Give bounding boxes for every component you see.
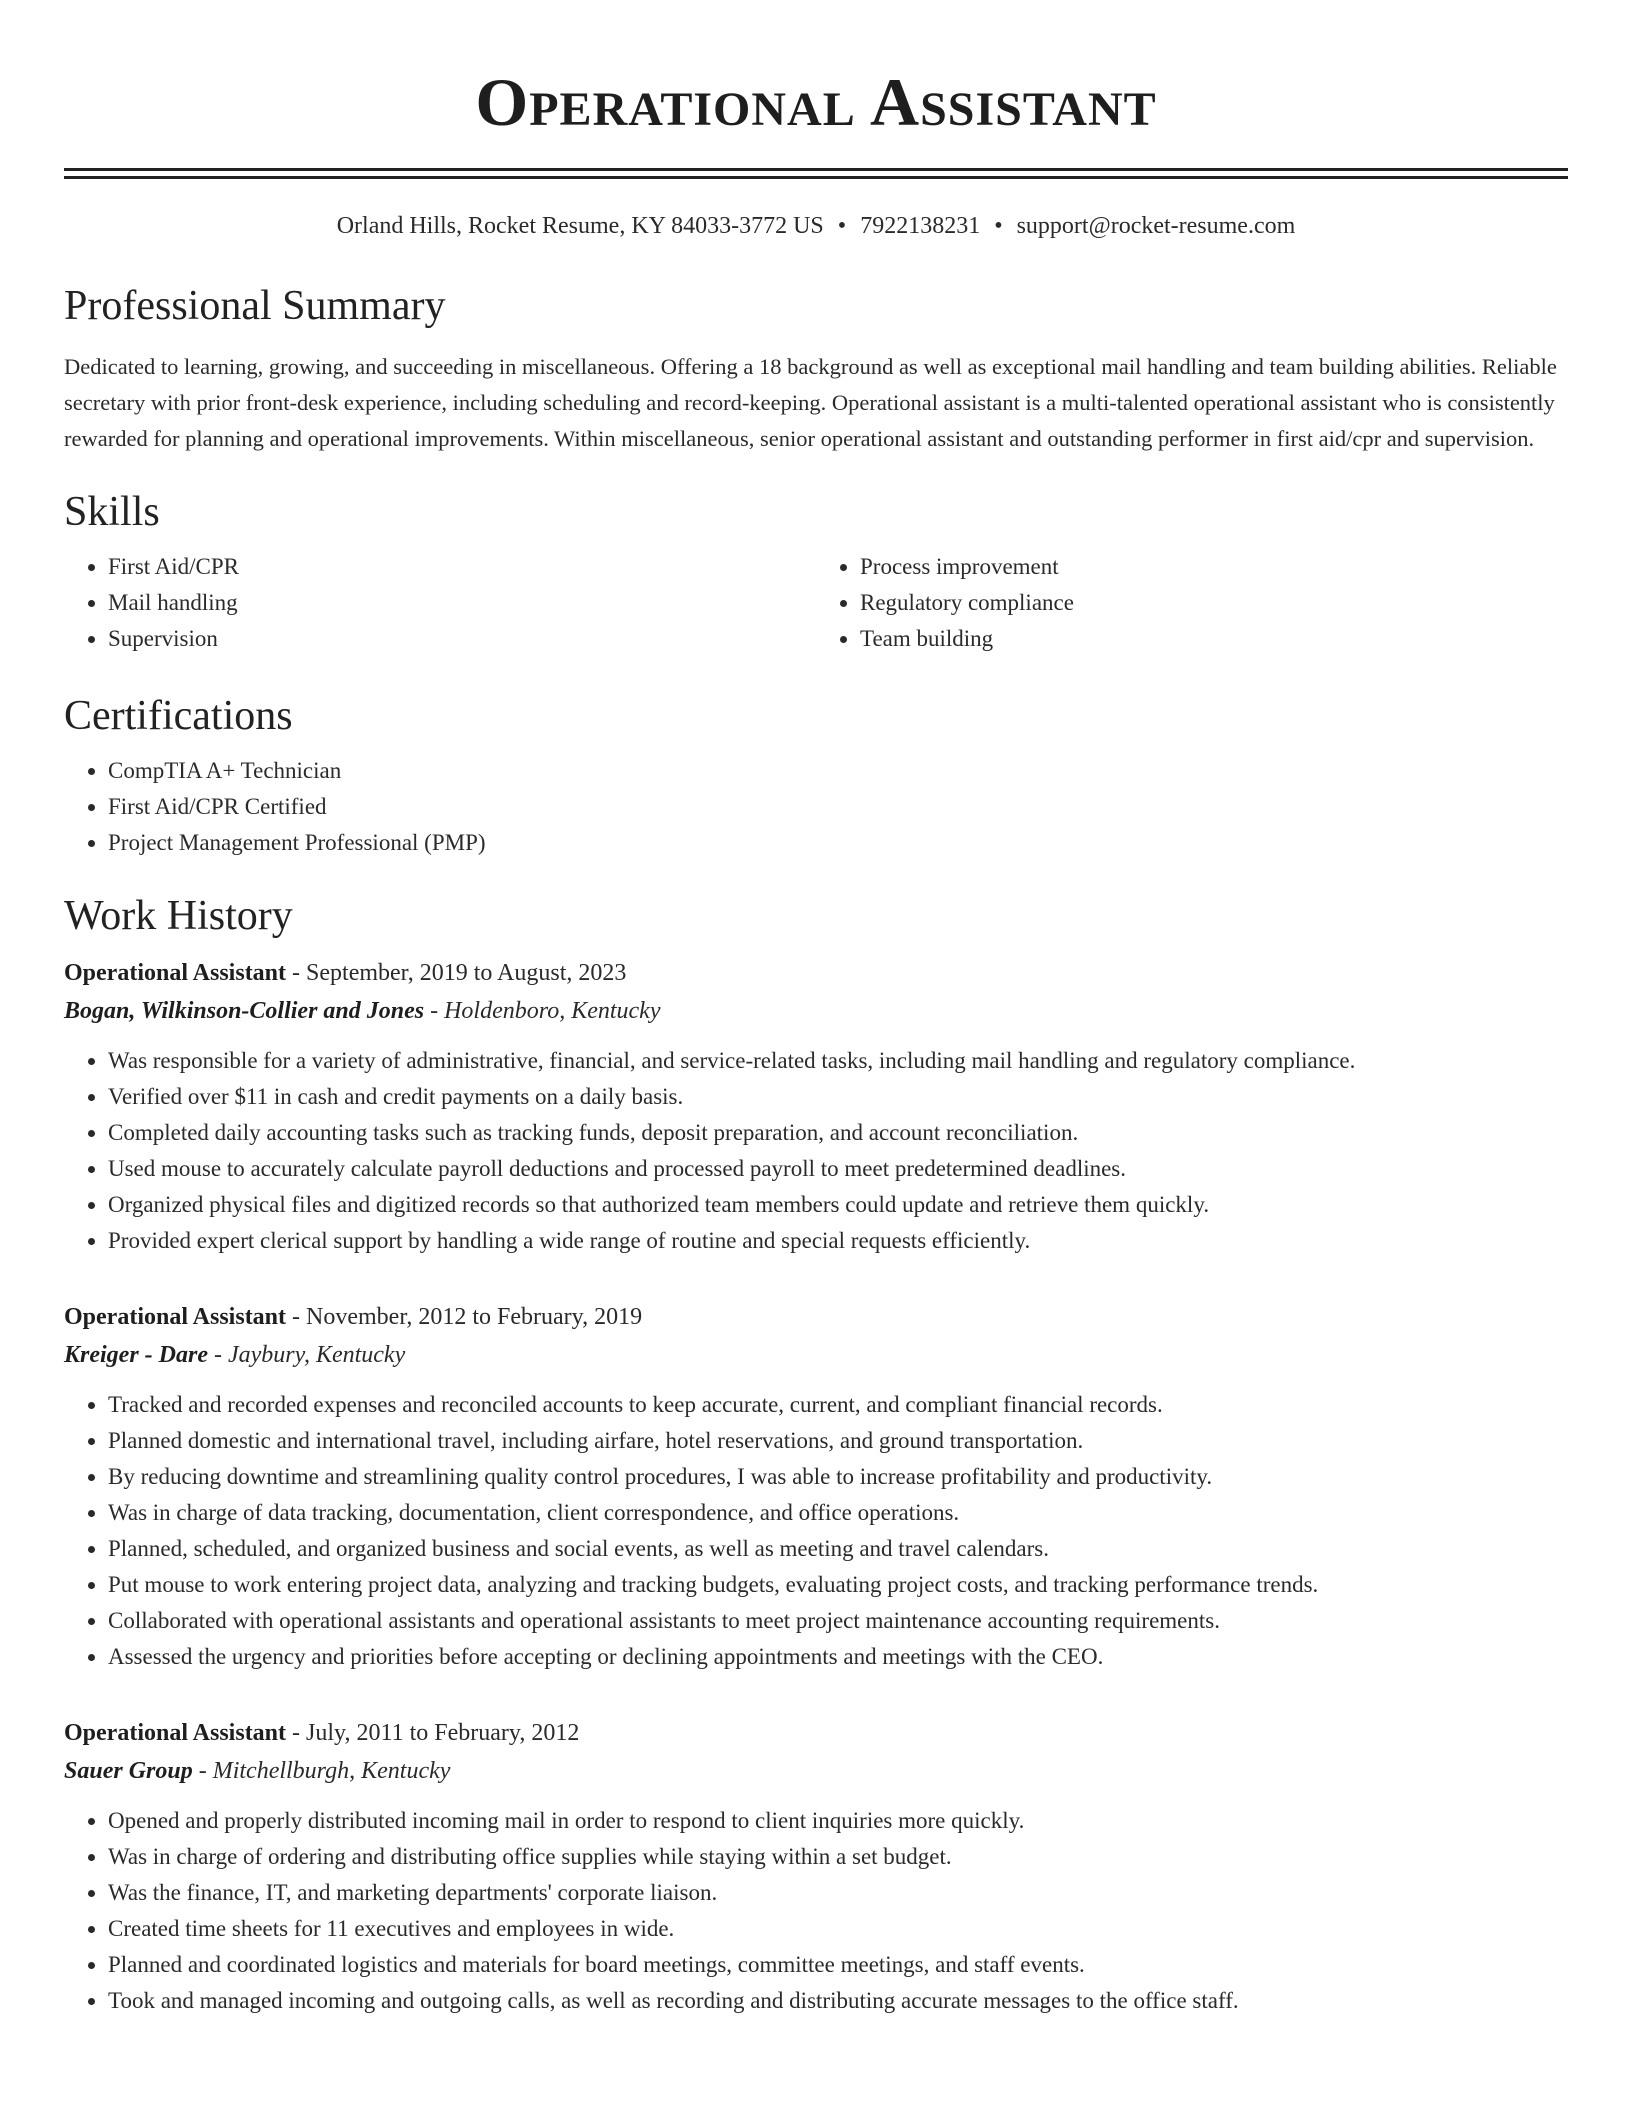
- job-bullet: • Planned, scheduled, and organized business and social events, as well as meeting and travel calendars.: [108, 1531, 1568, 1567]
- job-bullet: • Verified over $11 in cash and credit payments on a daily basis.: [108, 1079, 1568, 1115]
- job-location: - Jaybury, Kentucky: [207, 1342, 406, 1368]
- skill-item: • Team building: [860, 621, 1568, 657]
- job-company: Bogan, Wilkinson-Collier and Jones: [64, 998, 425, 1024]
- certification-item: • CompTIA A+ Technician: [108, 753, 1568, 789]
- job-bullet: • Took and managed incoming and outgoing calls, as well as recording and distributing accurate messages to the office staff.: [108, 1983, 1568, 2019]
- job-company-line: [64, 1751, 1568, 1791]
- skill-item: • Regulatory compliance: [860, 585, 1568, 621]
- certifications-list: [64, 753, 1568, 861]
- job-company-line: [64, 991, 1568, 1031]
- job-title-line: [64, 955, 1568, 991]
- job-dates: - September, 2019 to August, 2023: [286, 960, 627, 986]
- job-title: Operational Assistant: [64, 1304, 287, 1330]
- certification-item: • Project Management Professional (PMP): [108, 825, 1568, 861]
- job-bullets: [64, 1387, 1568, 1675]
- job-title: Operational Assistant: [64, 960, 287, 986]
- job-company: Sauer Group: [64, 1758, 193, 1784]
- job-entry: [64, 955, 1568, 1259]
- job-bullet: • Was in charge of ordering and distributing office supplies while staying within a set budget.: [108, 1839, 1568, 1875]
- job-company: Kreiger - Dare: [64, 1342, 208, 1368]
- skill-item: • First Aid/CPR: [108, 549, 816, 585]
- job-bullet: • Planned domestic and international travel, including airfare, hotel reservations, and ground transportation.: [108, 1423, 1568, 1459]
- job-bullets: [64, 1803, 1568, 2019]
- job-bullet: • By reducing downtime and streamlining quality control procedures, I was able to increase profitability and productivity.: [108, 1459, 1568, 1495]
- job-bullet: • Provided expert clerical support by handling a wide range of routine and special requests efficiently.: [108, 1223, 1568, 1259]
- job-bullet: • Put mouse to work entering project data, analyzing and tracking budgets, evaluating project costs, and tracking performance trends.: [108, 1567, 1568, 1603]
- summary-heading: Professional Summary: [64, 283, 446, 329]
- job-bullet: • Opened and properly distributed incoming mail in order to respond to client inquiries more quickly.: [108, 1803, 1568, 1839]
- contact-phone: 7922138231: [860, 213, 981, 239]
- job-bullet: • Tracked and recorded expenses and reconciled accounts to keep accurate, current, and compliant financial records.: [108, 1387, 1568, 1423]
- job-bullet: • Organized physical files and digitized records so that authorized team members could update and retrieve them quickly.: [108, 1187, 1568, 1223]
- contact-separator: •: [994, 213, 1003, 239]
- skill-item: • Process improvement: [860, 549, 1568, 585]
- job-bullet: • Was in charge of data tracking, documentation, client correspondence, and office operations.: [108, 1495, 1568, 1531]
- job-bullet: • Used mouse to accurately calculate payroll deductions and processed payroll to meet predetermined deadlines.: [108, 1151, 1568, 1187]
- contact-separator: •: [837, 213, 847, 239]
- contact-address: Orland Hills, Rocket Resume, KY 84033-3772 US: [336, 213, 824, 239]
- skill-item: • Mail handling: [108, 585, 816, 621]
- title-double-rule: [64, 168, 1568, 179]
- job-title: Operational Assistant: [64, 1720, 287, 1746]
- job-company-line: [64, 1335, 1568, 1375]
- job-location: - Mitchellburgh, Kentucky: [192, 1758, 451, 1784]
- skills-list: [64, 549, 1568, 657]
- job-bullet: • Was the finance, IT, and marketing departments' corporate liaison.: [108, 1875, 1568, 1911]
- job-entry: [64, 1299, 1568, 1675]
- certification-item: • First Aid/CPR Certified: [108, 789, 1568, 825]
- contact-email: support@rocket-resume.com: [1016, 213, 1296, 239]
- job-bullet: • Planned and coordinated logistics and materials for board meetings, committee meetings, and staff events.: [108, 1947, 1568, 1983]
- skills-column-left: [64, 549, 816, 657]
- job-bullet: • Collaborated with operational assistants and operational assistants to meet project maintenance accounting requirements.: [108, 1603, 1568, 1639]
- job-bullet: • Was responsible for a variety of administrative, financial, and service-related tasks, including mail handling and regulatory compliance.: [108, 1043, 1568, 1079]
- contact-line: [64, 211, 1568, 241]
- certifications-heading: Certifications: [64, 693, 293, 739]
- job-bullets: [64, 1043, 1568, 1259]
- job-dates: - July, 2011 to February, 2012: [286, 1720, 580, 1746]
- skills-column-right: [816, 549, 1568, 657]
- job-bullet: • Created time sheets for 11 executives and employees in wide.: [108, 1911, 1568, 1947]
- job-title-line: [64, 1299, 1568, 1335]
- job-title-line: [64, 1715, 1568, 1751]
- skill-item: • Supervision: [108, 621, 816, 657]
- job-dates: - November, 2012 to February, 2019: [286, 1304, 643, 1330]
- resume-page: [64, 0, 1568, 2019]
- summary-text: Dedicated to learning, growing, and succeeding in miscellaneous. Offering a 18 background as well as exceptional mail handling and team building abilities. Reliable secretary with prior front-desk experience, including scheduling and record-keeping. Operational assistant is a multi-talented operational assistant who is consistently rewarded for planning and operational improvements. Within miscellaneous, senior operational assistant and outstanding performer in first aid/cpr and supervision.: [64, 354, 1557, 451]
- resume-title: Operational Assistant: [475, 64, 1157, 140]
- job-bullet: • Completed daily accounting tasks such as tracking funds, deposit preparation, and account reconciliation.: [108, 1115, 1568, 1151]
- skills-heading: Skills: [64, 489, 160, 535]
- work-history-heading: Work History: [64, 893, 293, 939]
- job-location: - Holdenboro, Kentucky: [424, 998, 661, 1024]
- job-bullet: • Assessed the urgency and priorities before accepting or declining appointments and meetings with the CEO.: [108, 1639, 1568, 1675]
- job-entry: [64, 1715, 1568, 2019]
